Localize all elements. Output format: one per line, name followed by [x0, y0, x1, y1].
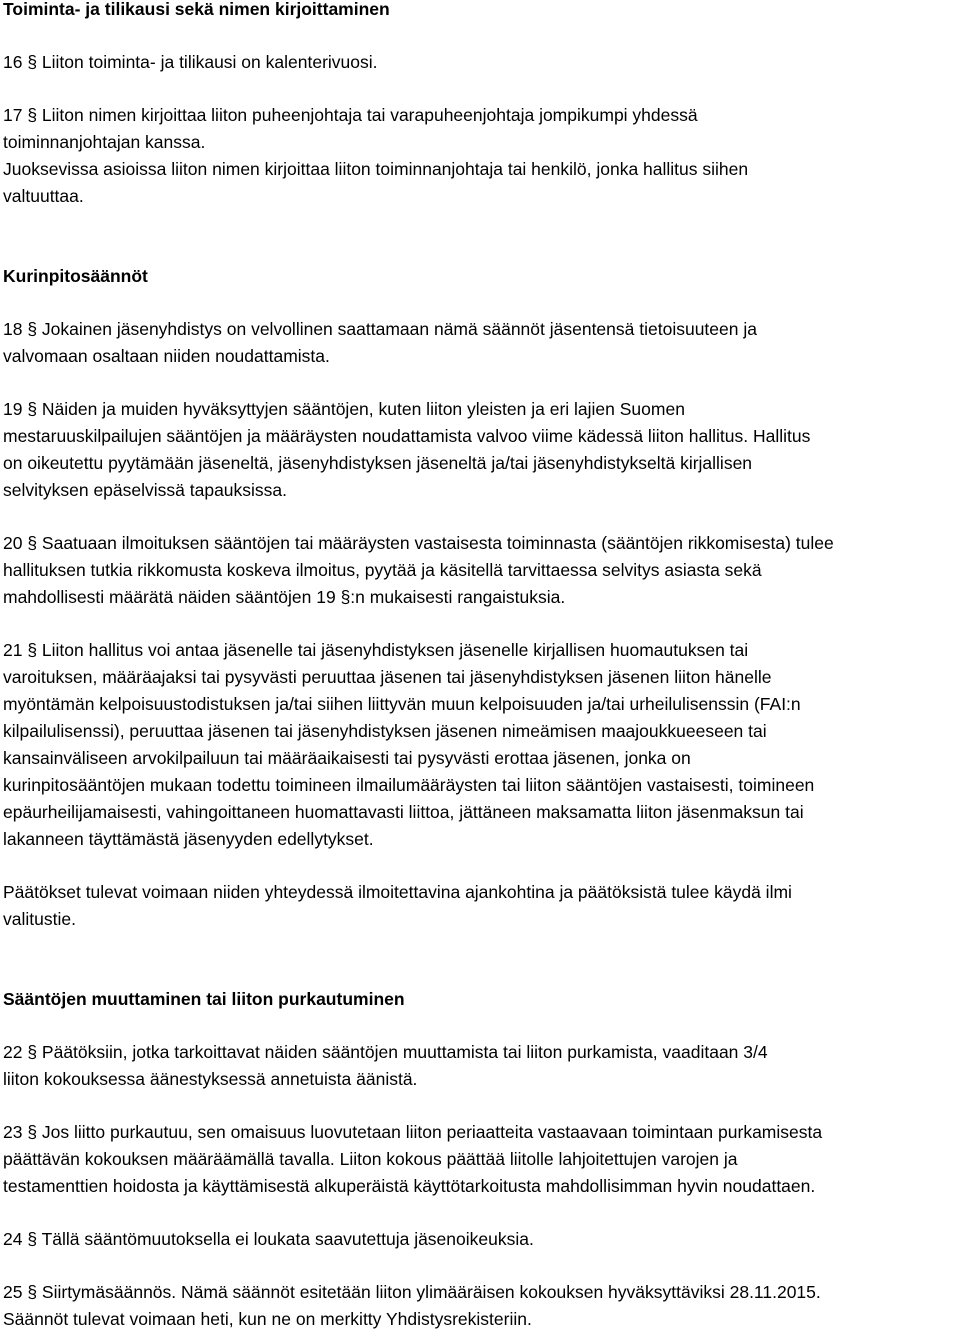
- section-heading-kurinpito: Kurinpitosäännöt: [3, 266, 148, 286]
- paragraph-23: 23 § Jos liitto purkautuu, sen omaisuus luovutetaan liiton periaatteita vastaavaan toimintaan purkamisesta päättävän kokouksen määräämällä tavalla. Liiton kokous päättää liitolle lahjoitettujen varojen ja testamenttien hoidosta ja käyttämisestä alkuperäistä käyttötarkoitusta mahdollisimman hyvin noudattaen.: [3, 1122, 823, 1196]
- section-heading-saantojen-muuttaminen: Sääntöjen muuttaminen tai liiton purkautuminen: [3, 989, 405, 1009]
- paragraph-decisions: Päätökset tulevat voimaan niiden yhteydessä ilmoitettavina ajankohtina ja päätöksistä tulee käydä ilmi valitustie.: [3, 882, 792, 929]
- paragraph-19: 19 § Näiden ja muiden hyväksyttyjen sääntöjen, kuten liiton yleisten ja eri lajien Suomen mestaruuskilpailujen sääntöjen ja määräysten noudattamista valvoo viime kädessä liiton hallitus. Hallitus on oikeutettu pyytämään jäseneltä, jäsenyhdistyksen jäseneltä ja/tai jäsenyhdistykseltä kirjallisen selvityksen epäselvissä tapauksissa.: [3, 399, 811, 500]
- paragraph-18: 18 § Jokainen jäsenyhdistys on velvollinen saattamaan nämä säännöt jäsentensä tietoisuuteen ja valvomaan osaltaan niiden noudattamista.: [3, 319, 757, 366]
- paragraph-25: 25 § Siirtymäsäännös. Nämä säännöt esitetään liiton ylimääräisen kokouksen hyväksyttäviksi 28.11.2015. Säännöt tulevat voimaan heti, kun ne on merkitty Yhdistysrekisteriin.: [3, 1282, 821, 1329]
- paragraph-22: 22 § Päätöksiin, jotka tarkoittavat näiden sääntöjen muuttamista tai liiton purkamista, vaaditaan 3/4 liiton kokouksessa äänestyksessä annetuista äänistä.: [3, 1042, 768, 1089]
- paragraph-20: 20 § Saatuaan ilmoituksen sääntöjen tai määräysten vastaisesta toiminnasta (sääntöjen rikkomisesta) tulee hallituksen tutkia rikkomusta koskeva ilmoitus, pyytää ja käsitellä tarvittaessa selvitys asiasta sekä mahdollisesti määrätä näiden sääntöjen 19 §:n mukaisesti rangaistuksia.: [3, 533, 834, 607]
- paragraph-17: 17 § Liiton nimen kirjoittaa liiton puheenjohtaja tai varapuheenjohtaja jompikumpi yhdessä toiminnanjohtajan kanssa. Juoksevissa asioissa liiton nimen kirjoittaa liiton toiminnanjohtaja tai henkilö, jonka hallitus siihen valtuuttaa.: [3, 105, 749, 206]
- paragraph-21: 21 § Liiton hallitus voi antaa jäsenelle tai jäsenyhdistyksen jäsenelle kirjallisen huomautuksen tai varoituksen, määräajaksi tai pysyvästi peruuttaa jäsenen tai jäsenyhdistyksen jäsenen liiton hänelle myöntämän kelpoisuustodistuksen ja/tai siihen liittyvän muun kelpoisuuden ja/tai urheilulisenssin (FAI:n kilpailulisenssi), peruuttaa jäsenen tai jäsenyhdistyksen jäsenen nimeämisen maajoukkueeseen tai kansainväliseen arvokilpailuun tai määräaikaisesti tai pysyvästi erottaa jäsenen, jonka on kurinpitosääntöjen mukaan todettu toimineen ilmailumääräysten tai liiton sääntöjen vastaisesti, toimineen epäurheilijamaisesti, vahingoittaneen huomattavasti liittoa, jättäneen maksamatta liiton jäsenmaksun tai lakanneen täyttämästä jäsenyyden edellytykset.: [3, 640, 815, 849]
- paragraph-24: 24 § Tällä sääntömuutoksella ei loukata saavutettuja jäsenoikeuksia.: [3, 1229, 534, 1249]
- paragraph-16: 16 § Liiton toiminta- ja tilikausi on kalenterivuosi.: [3, 52, 378, 72]
- section-heading-toiminta: Toiminta- ja tilikausi sekä nimen kirjoittaminen: [3, 0, 390, 19]
